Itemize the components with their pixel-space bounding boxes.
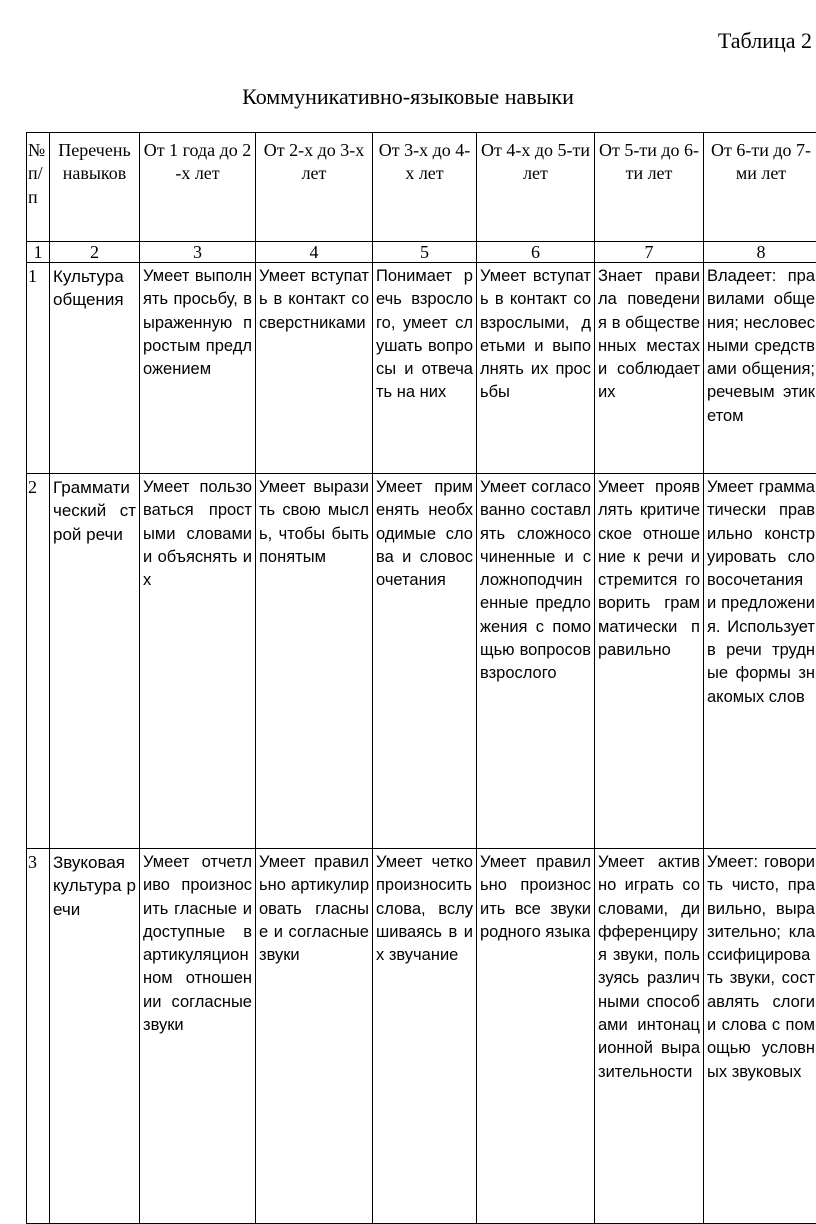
- skill-description: Умеет четко произносить слова, вслушиваясь в их звучание: [373, 849, 477, 1224]
- column-number: 3: [140, 242, 256, 263]
- header-cell-age-2-3: От 2-х до 3-х лет: [256, 133, 373, 242]
- column-number: 8: [704, 242, 816, 263]
- column-number: 1: [27, 242, 50, 263]
- skill-description: Понимает речь взрослого, умеет слушать вопросы и отвечать на них: [373, 263, 477, 474]
- table-row: [27, 849, 816, 1224]
- page-title: Коммуникативно-языковые навыки: [0, 84, 816, 110]
- header-cell-age-6-7: От 6-ти до 7-ми лет: [704, 133, 816, 242]
- skills-table: [26, 132, 816, 1224]
- column-number: 4: [256, 242, 373, 263]
- skill-description: Умеет грамматически правильно конструировать словосочетания и предложения. Использует в речи трудные формы знакомых слов: [704, 474, 816, 849]
- skill-description: Знает правила поведения в общественных местах и соблюдает их: [595, 263, 704, 474]
- header-cell-age-1-2: От 1 года до 2-х лет: [140, 133, 256, 242]
- skill-description: Умеет: говорить чисто, правильно, выразительно; классифицировать звуки, составлять слоги и слова с помощью условных звуковых: [704, 849, 816, 1224]
- column-number-row: [27, 242, 816, 263]
- column-number: 5: [373, 242, 477, 263]
- skill-description: Умеет применять необходимые слова и словосочетания: [373, 474, 477, 849]
- header-cell-age-5-6: От 5-ти до 6-ти лет: [595, 133, 704, 242]
- skill-description: Умеет пользоваться простыми словами и объяснять их: [140, 474, 256, 849]
- table-header-row: [27, 133, 816, 242]
- skill-description: Умеет согласованно составлять сложносочиненные и сложноподчиненные предложения с помощью вопросов взрослого: [477, 474, 595, 849]
- skill-name: Звуковая культура речи: [50, 849, 140, 1224]
- column-number: 7: [595, 242, 704, 263]
- skill-description: Умеет правильно произносить все звуки родного языка: [477, 849, 595, 1224]
- column-number: 2: [50, 242, 140, 263]
- row-number: 3: [27, 849, 50, 1224]
- skill-description: Умеет вступать в контакт со взрослыми, детьми и выполнять их просьбы: [477, 263, 595, 474]
- skill-description: Умеет правильно артикулировать гласные и согласные звуки: [256, 849, 373, 1224]
- skill-description: Умеет проявлять критическое отношение к речи и стремится говорить грамматически правильно: [595, 474, 704, 849]
- row-number: 1: [27, 263, 50, 474]
- header-cell-age-3-4: От 3-х до 4-х лет: [373, 133, 477, 242]
- skill-name: Грамматический строй речи: [50, 474, 140, 849]
- column-number: 6: [477, 242, 595, 263]
- skill-description: Умеет выполнять просьбу, выраженную простым предложением: [140, 263, 256, 474]
- header-cell-skill: Перечень навыков: [50, 133, 140, 242]
- row-number: 2: [27, 474, 50, 849]
- skill-description: Умеет активно играть со словами, дифференцируя звуки, пользуясь различными способами интонационной выразительности: [595, 849, 704, 1224]
- table-row: [27, 474, 816, 849]
- skill-description: Умеет выразить свою мысль, чтобы быть понятым: [256, 474, 373, 849]
- header-cell-age-4-5: От 4-х до 5-ти лет: [477, 133, 595, 242]
- skill-name: Культура общения: [50, 263, 140, 474]
- table-row: [27, 263, 816, 474]
- skill-description: Владеет: правилами общения; несловесными средствами общения; речевым этикетом: [704, 263, 816, 474]
- skill-description: Умеет вступать в контакт со сверстниками: [256, 263, 373, 474]
- skill-description: Умеет отчетливо произносить гласные и доступные в артикуляционном отношении согласные звуки: [140, 849, 256, 1224]
- table-label: Таблица 2: [718, 28, 812, 54]
- header-cell-number: № п/п: [27, 133, 50, 242]
